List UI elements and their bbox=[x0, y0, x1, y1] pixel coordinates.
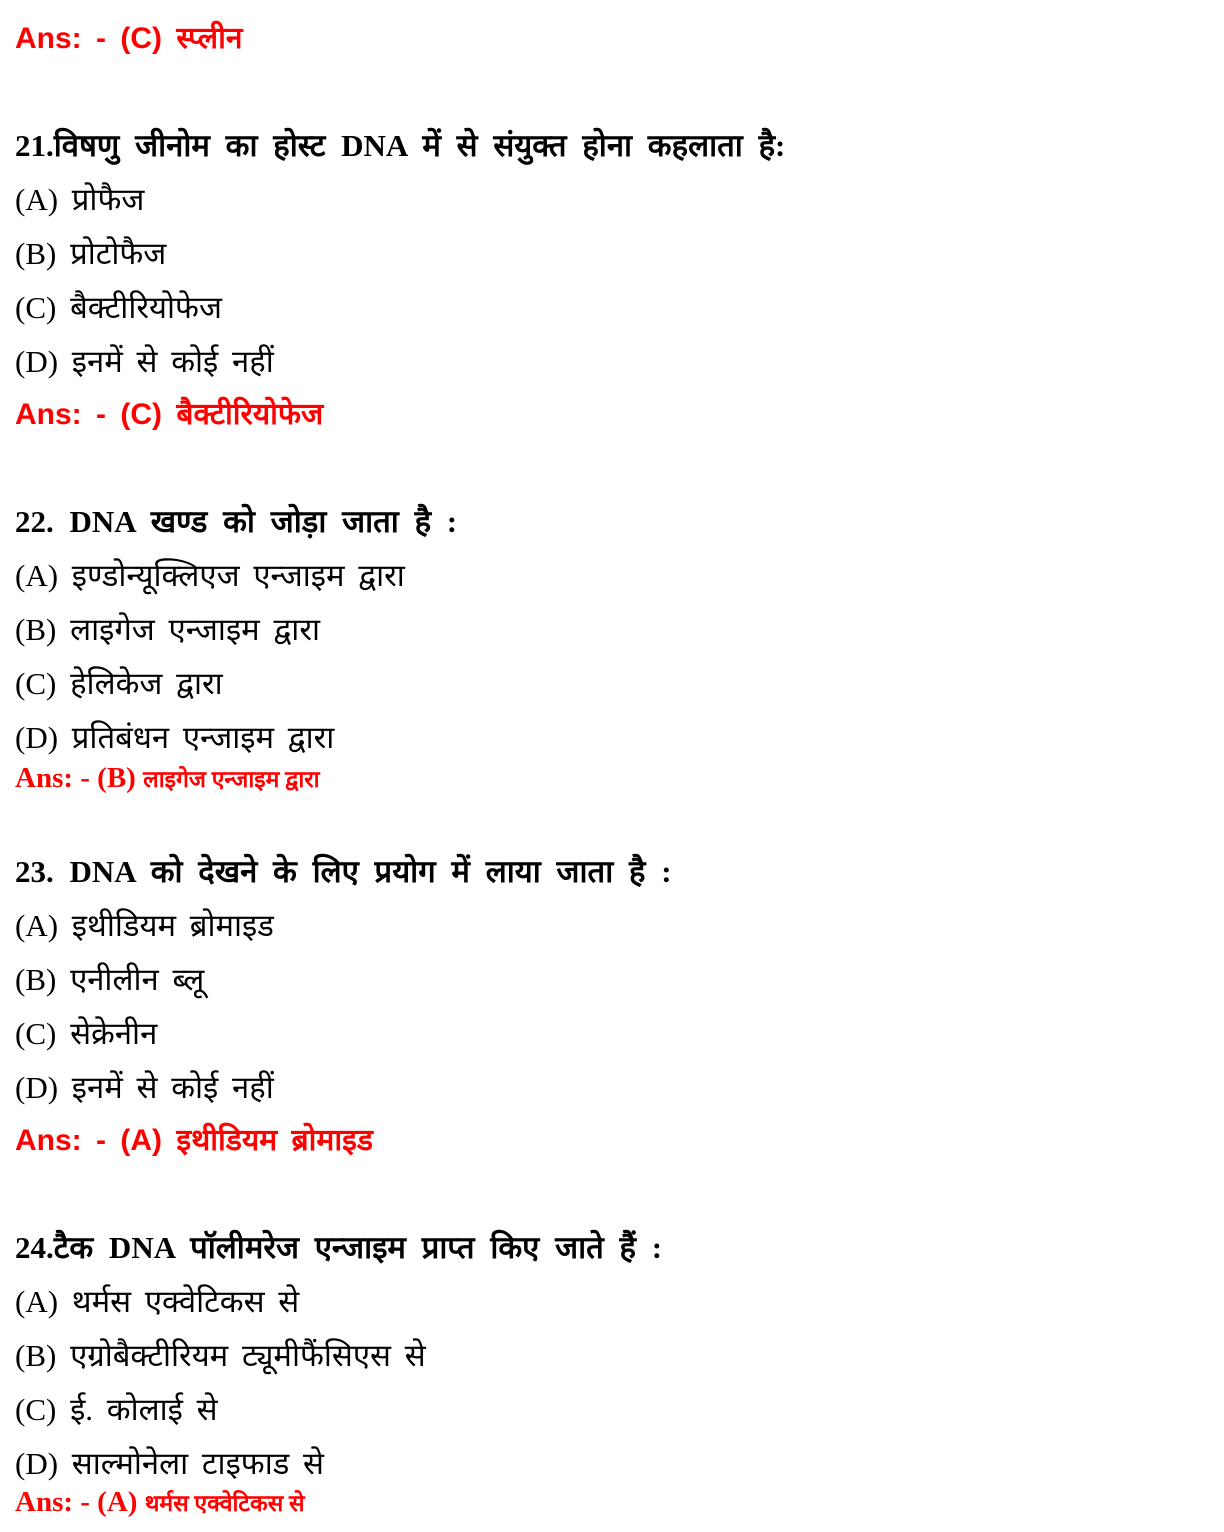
answer-line-21 bbox=[15, 392, 323, 433]
answer-text: बैक्टीरियोफेज bbox=[176, 398, 324, 431]
question-22 bbox=[15, 500, 457, 542]
option-text: इनमें से कोई नहीं bbox=[71, 1070, 274, 1105]
option-23-b bbox=[15, 958, 204, 1000]
question-21 bbox=[15, 124, 785, 166]
option-text: एग्रोबैक्टीरियम ट्यूमीफैंसिएस से bbox=[70, 1338, 426, 1373]
answer-letter: (B) bbox=[97, 762, 136, 794]
option-label: (D) bbox=[15, 720, 59, 755]
option-text: इण्डोन्यूक्लिएज एन्जाइम द्वारा bbox=[71, 558, 405, 593]
option-label: (B) bbox=[15, 1338, 57, 1373]
answer-letter: (A) bbox=[120, 1124, 162, 1157]
option-21-d bbox=[15, 340, 274, 382]
option-21-b bbox=[15, 232, 166, 274]
option-24-c bbox=[15, 1388, 218, 1430]
answer-prefix: Ans: - bbox=[15, 22, 106, 55]
question-23 bbox=[15, 850, 672, 892]
option-label: (D) bbox=[15, 1070, 59, 1105]
answer-prefix: Ans: - bbox=[15, 762, 90, 794]
option-24-a bbox=[15, 1280, 299, 1322]
option-21-a bbox=[15, 178, 144, 220]
option-label: (C) bbox=[15, 666, 57, 701]
option-22-c bbox=[15, 662, 223, 704]
option-21-c bbox=[15, 286, 222, 328]
question-text: टैक DNA पॉलीमरेज एन्जाइम प्राप्त किए जाते हैं : bbox=[53, 1230, 663, 1265]
option-text: प्रोफैज bbox=[71, 182, 145, 217]
answer-line-20 bbox=[15, 16, 243, 57]
option-label: (A) bbox=[15, 182, 59, 217]
answer-line-22 bbox=[15, 762, 320, 795]
option-23-d bbox=[15, 1066, 274, 1108]
option-24-b bbox=[15, 1334, 426, 1376]
option-label: (A) bbox=[15, 1284, 59, 1319]
option-22-b bbox=[15, 608, 320, 650]
answer-letter: (C) bbox=[120, 398, 162, 431]
option-label: (A) bbox=[15, 908, 59, 943]
question-number: 24. bbox=[15, 1230, 54, 1265]
option-text: एनीलीन ब्लू bbox=[70, 962, 205, 997]
option-24-d bbox=[15, 1442, 324, 1484]
answer-text: थर्मस एक्वेटिकस से bbox=[144, 1491, 305, 1516]
option-text: लाइगेज एन्जाइम द्वारा bbox=[70, 612, 321, 647]
answer-prefix: Ans: - bbox=[15, 1486, 90, 1518]
question-number: 21. bbox=[15, 128, 54, 163]
answer-line-24 bbox=[15, 1486, 305, 1519]
answer-letter: (C) bbox=[120, 22, 162, 55]
option-22-a bbox=[15, 554, 405, 596]
option-23-c bbox=[15, 1012, 157, 1054]
answer-prefix: Ans: - bbox=[15, 1124, 106, 1157]
option-label: (C) bbox=[15, 290, 57, 325]
option-text: ई. कोलाई से bbox=[70, 1392, 218, 1427]
option-label: (C) bbox=[15, 1392, 57, 1427]
option-label: (D) bbox=[15, 344, 59, 379]
question-text: DNA को देखने के लिए प्रयोग में लाया जाता है : bbox=[69, 854, 672, 889]
answer-line-23 bbox=[15, 1118, 373, 1159]
option-label: (B) bbox=[15, 612, 57, 647]
option-label: (C) bbox=[15, 1016, 57, 1051]
option-label: (B) bbox=[15, 236, 57, 271]
option-text: प्रतिबंधन एन्जाइम द्वारा bbox=[71, 720, 335, 755]
question-number: 22. bbox=[15, 504, 54, 539]
option-text: इथीडियम ब्रोमाइड bbox=[71, 908, 274, 943]
answer-letter: (A) bbox=[97, 1486, 138, 1518]
option-text: बैक्टीरियोफेज bbox=[70, 290, 222, 325]
answer-text: स्प्लीन bbox=[176, 22, 243, 55]
question-24 bbox=[15, 1226, 662, 1268]
option-23-a bbox=[15, 904, 274, 946]
option-text: इनमें से कोई नहीं bbox=[71, 344, 274, 379]
answer-text: इथीडियम ब्रोमाइड bbox=[176, 1124, 373, 1157]
answer-prefix: Ans: - bbox=[15, 398, 106, 431]
question-text: विषणु जीनोम का होस्ट DNA में से संयुक्त होना कहलाता है: bbox=[53, 128, 786, 163]
question-text: DNA खण्ड को जोड़ा जाता है : bbox=[69, 504, 458, 539]
option-label: (D) bbox=[15, 1446, 59, 1481]
option-text: सेक्रेनीन bbox=[70, 1016, 158, 1051]
option-label: (B) bbox=[15, 962, 57, 997]
option-text: प्रोटोफैज bbox=[70, 236, 167, 271]
option-label: (A) bbox=[15, 558, 59, 593]
question-number: 23. bbox=[15, 854, 54, 889]
option-text: हेलिकेज द्वारा bbox=[70, 666, 223, 701]
option-22-d bbox=[15, 716, 334, 758]
answer-text: लाइगेज एन्जाइम द्वारा bbox=[143, 767, 320, 792]
option-text: थर्मस एक्वेटिकस से bbox=[71, 1284, 300, 1319]
option-text: साल्मोनेला टाइफाड से bbox=[71, 1446, 325, 1481]
